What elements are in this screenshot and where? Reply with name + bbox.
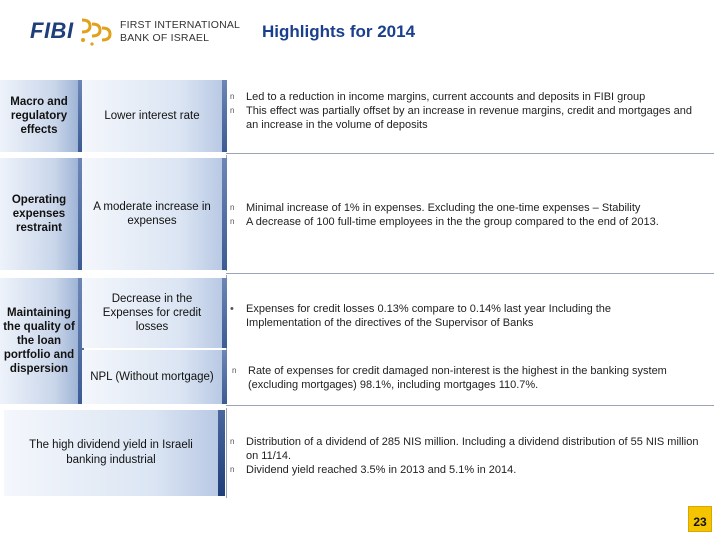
bullet-marker: n (230, 465, 235, 474)
category-operating-expenses: Operating expenses restraint (0, 158, 78, 270)
bullet-item (230, 463, 705, 477)
bullet-marker: n (230, 92, 235, 101)
bank-emblem-icon (78, 14, 116, 48)
bullet-marker: n (230, 217, 235, 226)
bullet-item (232, 364, 682, 392)
bank-name-line2: BANK OF ISRAEL (120, 32, 210, 44)
bullet-text: Distribution of a dividend of 285 NIS million. Including a dividend distribution of 55 NIS million on 11/14. (246, 436, 699, 462)
bullet-text: This effect was partially offset by an increase in revenue margins, credit and mortgages and an increase in the volume of deposits (246, 105, 692, 131)
divider (226, 405, 714, 406)
topic-dividend-yield: The high dividend yield in Israeli banking industrial (4, 410, 218, 496)
bullet-marker: n (230, 437, 235, 446)
bullet-item (230, 104, 700, 132)
topic-moderate-increase: A moderate increase in expenses (82, 158, 222, 270)
fibi-logo: FIBI (30, 18, 74, 43)
topic-credit-losses: Decrease in the Expenses for credit losses (82, 278, 222, 348)
bullet-text: Led to a reduction in income margins, current accounts and deposits in FIBI group (246, 91, 646, 103)
bullet-text: Rate of expenses for credit damaged non-interest is the highest in the banking system (excluding mortgages) 98.1%, including mortgages 110.7%. (248, 365, 667, 391)
bank-name-line1: FIRST INTERNATIONAL (120, 19, 241, 31)
bullet-marker: • (230, 303, 234, 315)
divider (226, 153, 714, 154)
page-title: Highlights for 2014 (262, 22, 416, 41)
topic-lower-interest-rate: Lower interest rate (82, 80, 222, 152)
bullet-item (230, 215, 705, 229)
bullet-text: Expenses for credit losses 0.13% compare to 0.14% last year Including the Implementation of the directives of the Supervisor of Banks (246, 303, 612, 329)
bank-name (120, 19, 240, 45)
bullet-text: Minimal increase of 1% in expenses. Excluding the one-time expenses – Stability (246, 202, 641, 214)
bullet-marker: n (232, 366, 237, 375)
bullet-text: Dividend yield reached 3.5% in 2013 and 5.1% in 2014. (246, 464, 517, 476)
bullet-marker: n (230, 106, 235, 115)
category-macro-regulatory: Macro and regulatory effects (0, 80, 78, 152)
bullet-marker: n (230, 203, 235, 212)
page-number-badge: 23 (688, 506, 712, 532)
bullet-item (230, 302, 670, 330)
bullet-item (230, 435, 705, 463)
divider (226, 408, 227, 498)
bullet-item (230, 90, 700, 104)
bullet-text: A decrease of 100 full-time employees in the the group compared to the end of 2013. (246, 216, 659, 228)
topic-npl: NPL (Without mortgage) (82, 350, 222, 404)
category-loan-portfolio: Maintaining the quality of the loan portfolio and dispersion (0, 278, 78, 404)
bullet-item (230, 201, 705, 215)
divider (226, 273, 714, 274)
